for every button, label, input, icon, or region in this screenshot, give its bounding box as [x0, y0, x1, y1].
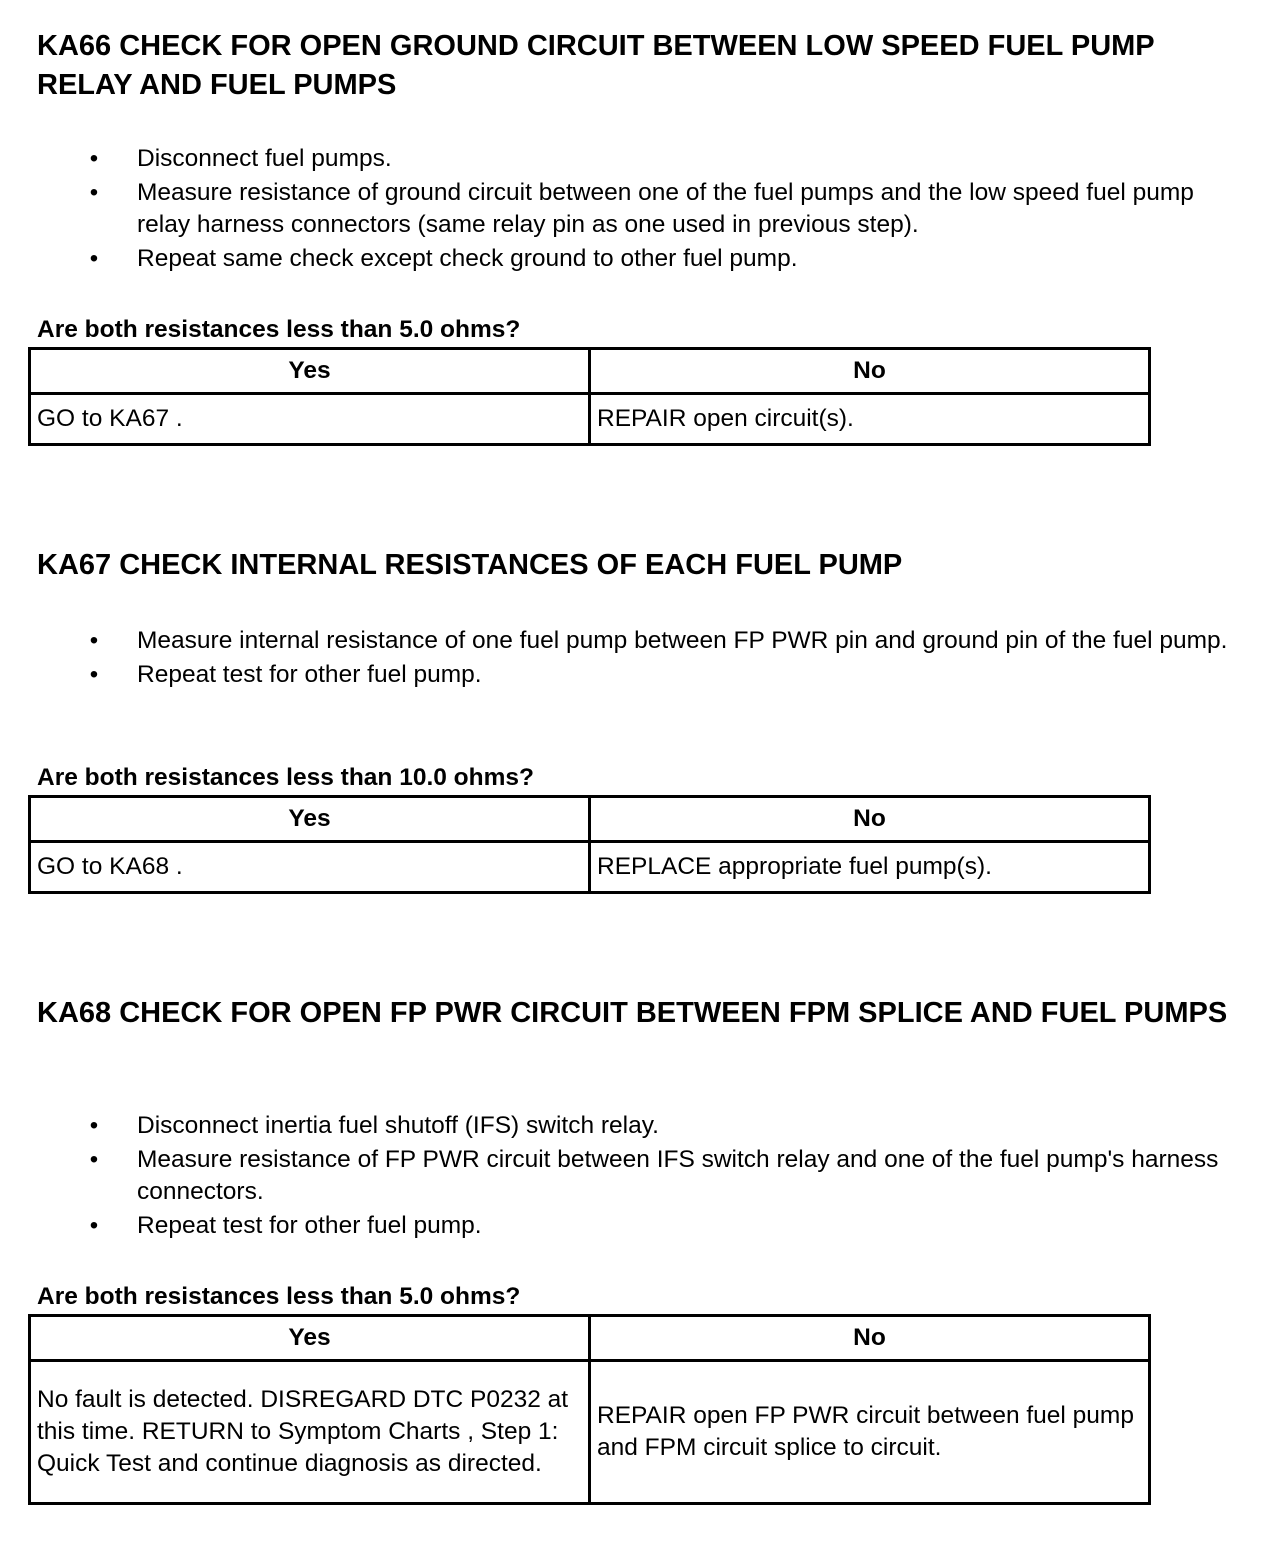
- yes-header: Yes: [30, 797, 590, 842]
- question: Are both resistances less than 10.0 ohms?: [37, 764, 534, 791]
- list-item: [0, 243, 1264, 275]
- yes-cell: GO to KA67 .: [30, 394, 590, 445]
- list-item-text: Measure internal resistance of one fuel pump between FP PWR pin and ground pin of the fuel pump.: [137, 627, 1228, 654]
- list-item: [0, 1210, 1264, 1242]
- list-item-text: Repeat test for other fuel pump.: [137, 1212, 482, 1239]
- answer-table: [28, 1314, 1151, 1505]
- bullet-icon: •: [89, 627, 99, 654]
- yes-cell: No fault is detected. DISREGARD DTC P0232 at this time. RETURN to Symptom Charts , Step 1: Quick Test and continue diagnosis as directed.: [30, 1361, 590, 1504]
- yes-header: Yes: [30, 1316, 590, 1361]
- question: Are both resistances less than 5.0 ohms?: [37, 316, 521, 343]
- list-item: [0, 1144, 1264, 1208]
- no-header: No: [590, 349, 1150, 394]
- no-header: No: [590, 1316, 1150, 1361]
- bullet-icon: •: [89, 245, 99, 272]
- list-item-text: Measure resistance of ground circuit between one of the fuel pumps and the low speed fuel pump relay harness connectors (same relay pin as one used in previous step).: [137, 179, 1194, 238]
- no-cell: REPAIR open FP PWR circuit between fuel pump and FPM circuit splice to circuit.: [590, 1361, 1150, 1504]
- bullet-list: [0, 625, 1264, 693]
- yes-cell: GO to KA68 .: [30, 842, 590, 893]
- no-cell: REPAIR open circuit(s).: [590, 394, 1150, 445]
- section-title: KA66 CHECK FOR OPEN GROUND CIRCUIT BETWEEN LOW SPEED FUEL PUMP RELAY AND FUEL PUMPS: [37, 30, 1155, 101]
- list-item-text: Repeat test for other fuel pump.: [137, 661, 482, 688]
- list-item-text: Repeat same check except check ground to other fuel pump.: [137, 245, 798, 272]
- list-item-text: Disconnect inertia fuel shutoff (IFS) switch relay.: [137, 1112, 659, 1139]
- bullet-icon: •: [89, 179, 99, 206]
- list-item: [0, 1110, 1264, 1142]
- list-item: [0, 659, 1264, 691]
- list-item-text: Disconnect fuel pumps.: [137, 145, 392, 172]
- bullet-list: [0, 1110, 1264, 1244]
- no-header: No: [590, 797, 1150, 842]
- bullet-list: [0, 143, 1264, 277]
- bullet-icon: •: [89, 145, 99, 172]
- bullet-icon: •: [89, 1212, 99, 1239]
- list-item: [0, 143, 1264, 175]
- yes-header: Yes: [30, 349, 590, 394]
- list-item: [0, 625, 1264, 657]
- answer-table: [28, 347, 1151, 446]
- bullet-icon: •: [89, 1112, 99, 1139]
- no-cell: REPLACE appropriate fuel pump(s).: [590, 842, 1150, 893]
- question: Are both resistances less than 5.0 ohms?: [37, 1283, 521, 1310]
- list-item: [0, 177, 1264, 241]
- section-title: KA67 CHECK INTERNAL RESISTANCES OF EACH FUEL PUMP: [37, 549, 903, 581]
- bullet-icon: •: [89, 661, 99, 688]
- section-title: KA68 CHECK FOR OPEN FP PWR CIRCUIT BETWEEN FPM SPLICE AND FUEL PUMPS: [37, 997, 1228, 1029]
- list-item-text: Measure resistance of FP PWR circuit between IFS switch relay and one of the fuel pump's harness connectors.: [137, 1146, 1219, 1205]
- answer-table: [28, 795, 1151, 894]
- bullet-icon: •: [89, 1146, 99, 1173]
